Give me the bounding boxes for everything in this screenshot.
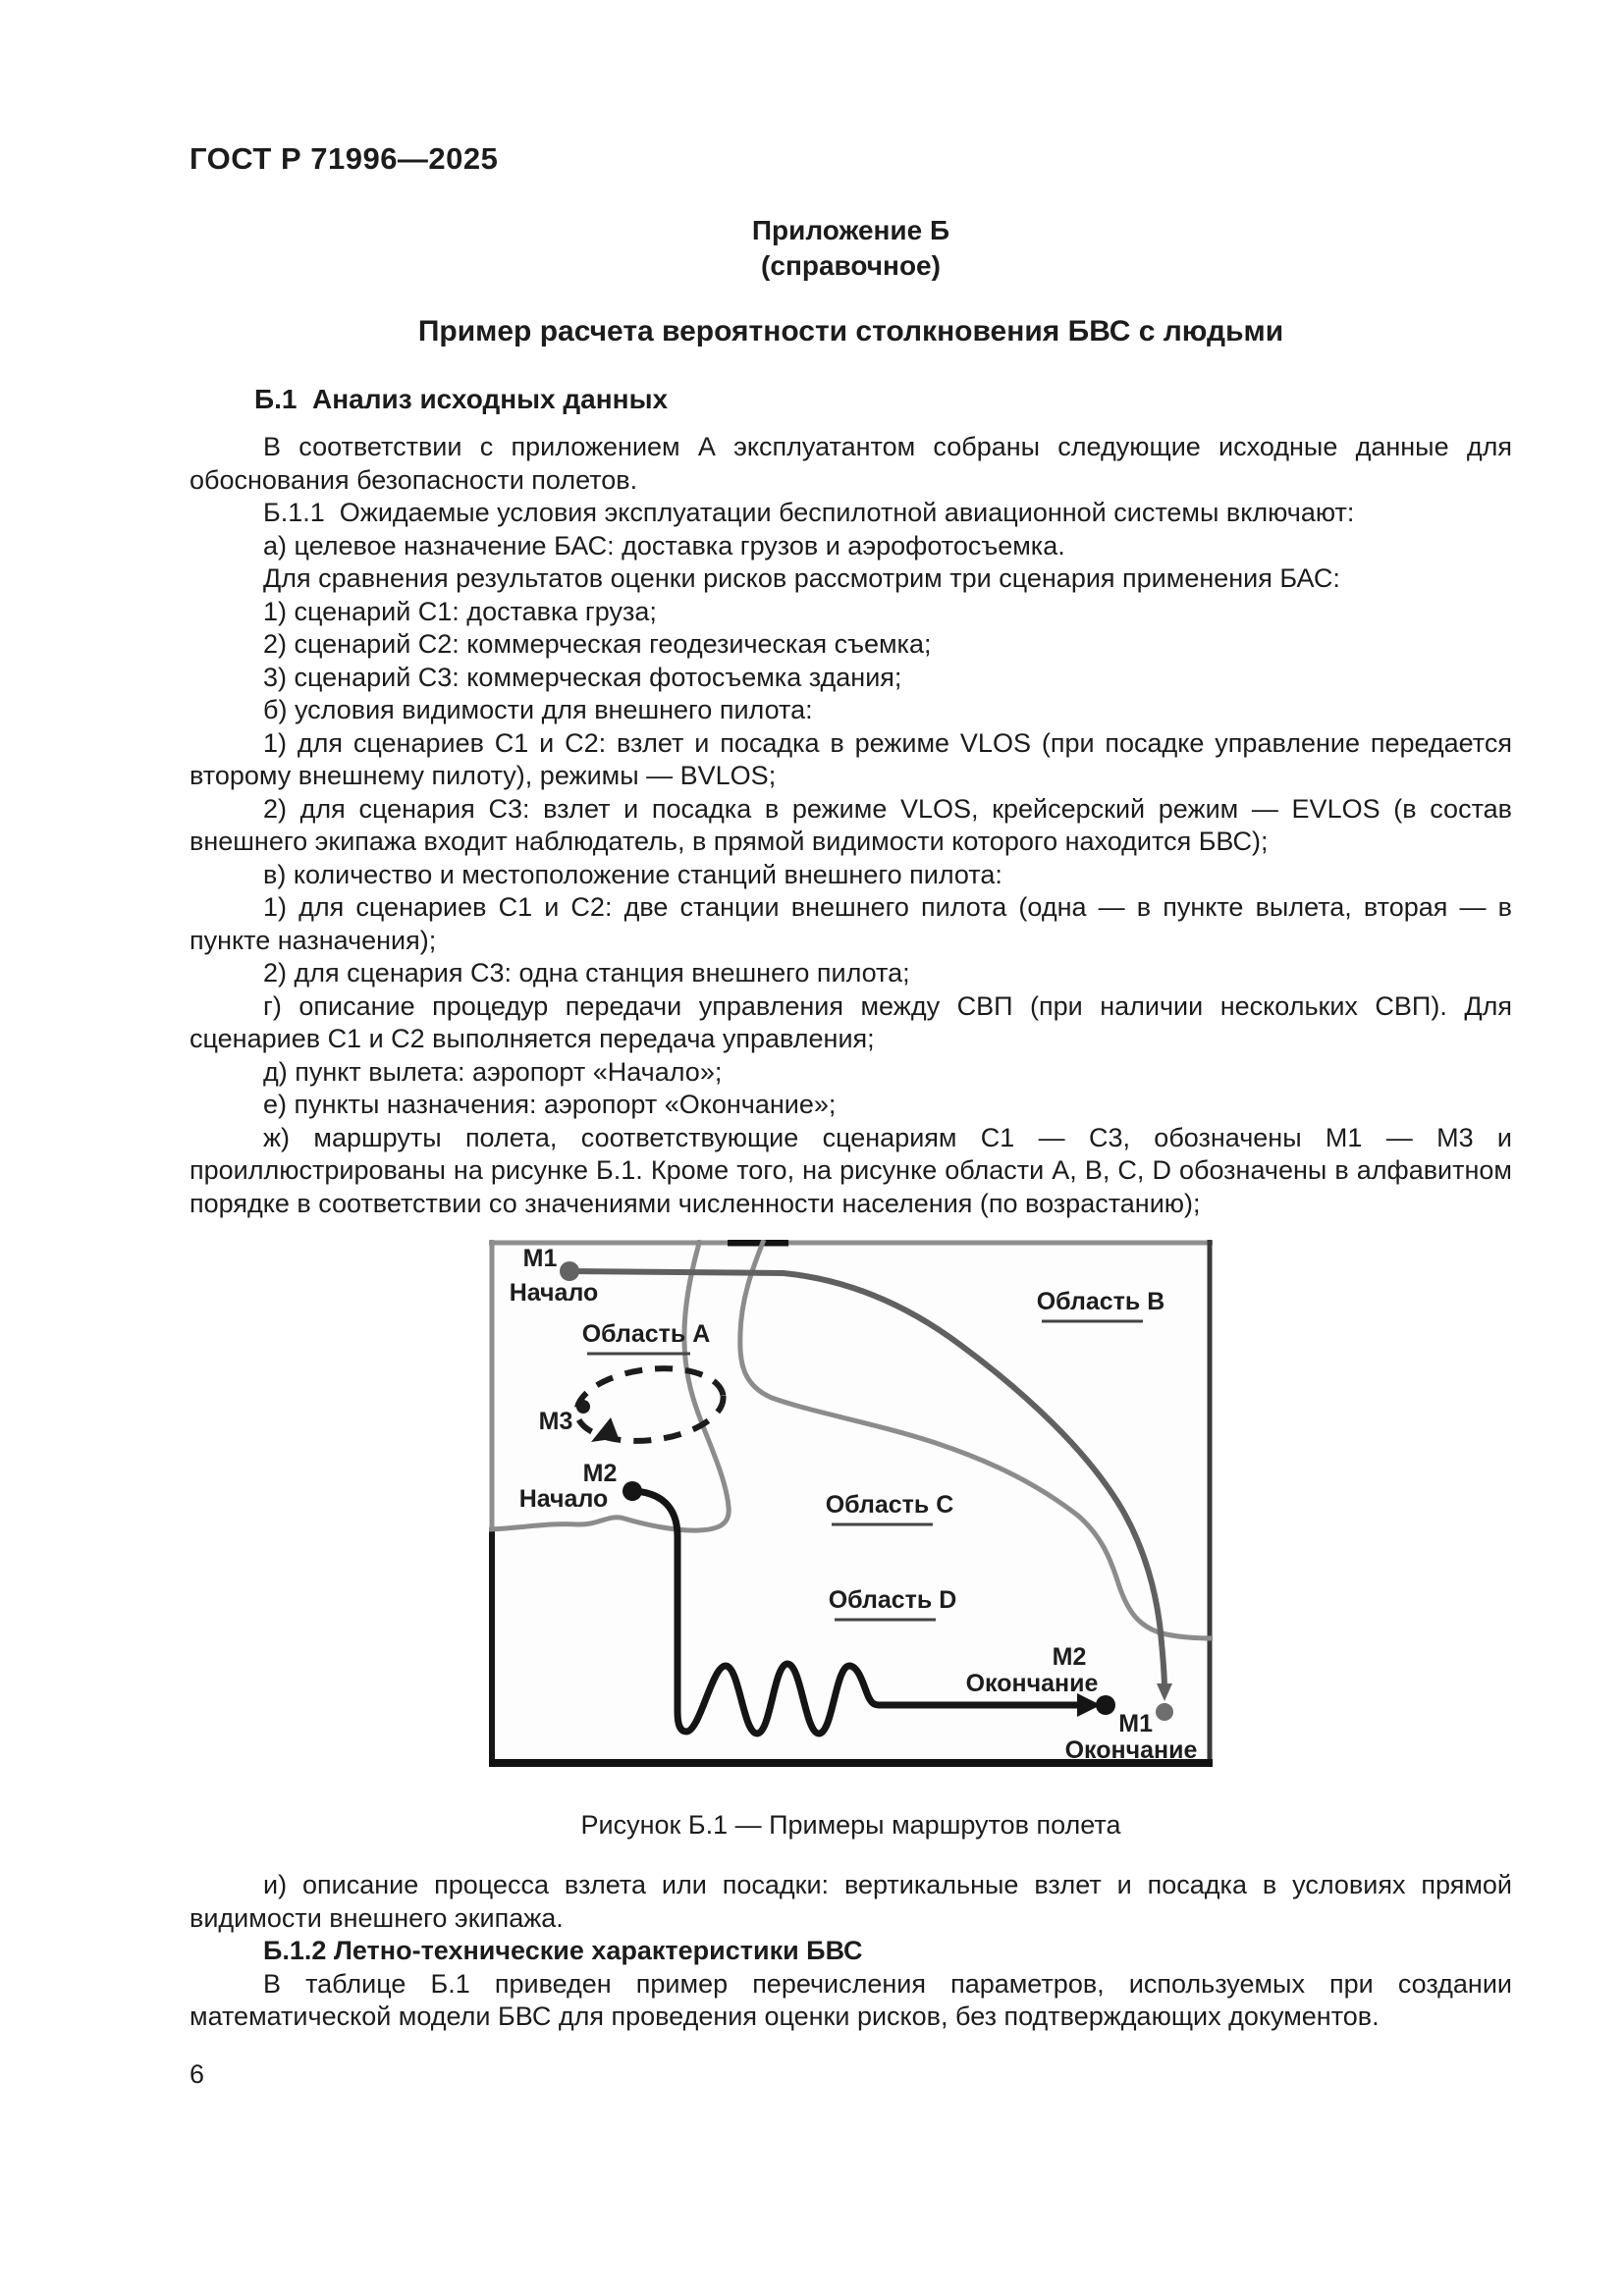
paragraph: б) условия видимости для внешнего пилота:: [263, 695, 813, 724]
area-b-label: Область B: [1036, 1288, 1165, 1315]
section-heading-b12: Б.1.2 Летно-технические характеристики БВС: [263, 1936, 863, 1965]
figure-caption: Рисунок Б.1 — Примеры маршрутов полета: [580, 1810, 1121, 1840]
appendix-label: Приложение Б: [751, 215, 950, 245]
route-m1-end-dot: [1156, 1703, 1173, 1721]
paragraph: е) пункты назначения: аэропорт «Окончание»;: [263, 1090, 837, 1119]
paragraph: 3) сценарий С3: коммерческая фотосъемка здания;: [263, 662, 902, 692]
paragraph: 2) сценарий С2: коммерческая геодезическая съемка;: [263, 629, 932, 659]
paragraph: 1) для сценариев С1 и С2: взлет и посадка в режиме VLOS (при посадке управление передается второму внешнему пилоту), режимы — BVLOS;: [189, 727, 1520, 790]
route-m1-start-sublabel: Начало: [509, 1279, 599, 1307]
paragraph: В соответствии с приложением А эксплуатантом собраны следующие исходные данные для обоснования безопасности полетов.: [189, 432, 1520, 495]
paragraph: Б.1.1 Ожидаемые условия эксплуатации беспилотной авиационной системы включают:: [263, 498, 1355, 527]
paragraph: В таблице Б.1 приведен пример перечисления параметров, используемых при создании математической модели БВС для проведения оценки рисков, без подтверждающих документов.: [189, 1968, 1520, 2031]
section-heading-b1: Б.1 Анализ исходных данных: [254, 384, 669, 414]
paragraph: 2) для сценария С3: одна станция внешнего пилота;: [263, 958, 910, 988]
body-text-before-figure: [189, 431, 1520, 1220]
paragraph: д) пункт вылета: аэропорт «Начало»;: [263, 1056, 723, 1087]
paragraph: 1) сценарий С1: доставка груза;: [263, 596, 657, 626]
paragraph: и) описание процесса взлета или посадки: вертикальные взлет и посадка в условиях прямой видимости внешнего экипажа.: [189, 1870, 1520, 1933]
paragraph: г) описание процедур передачи управления между СВП (при наличии нескольких СВП). Для сценариев С1 и С2 выполняется передача управления;: [189, 990, 1520, 1053]
paragraph: в) количество и местоположение станций внешнего пилота:: [263, 859, 1002, 889]
paragraph: 1) для сценариев С1 и С2: две станции внешнего пилота (одна — в пункте вылета, вторая — в пункте назначения);: [189, 892, 1520, 955]
paragraph: 2) для сценария С3: взлет и посадка в режиме VLOS, крейсерский режим — EVLOS (в состав внешнего экипажа входит наблюдатель, в прямой видимости которого находится БВС);: [189, 793, 1520, 856]
route-m3-label: М3: [538, 1408, 573, 1435]
appendix-note: (справочное): [761, 250, 941, 281]
paragraph: Для сравнения результатов оценки рисков рассмотрим три сценария применения БАС:: [263, 563, 1340, 593]
doc-standard-number: ГОСТ Р 71996—2025: [189, 141, 499, 176]
figure-b1-map: [489, 1240, 1213, 1767]
route-m2-start-label: М2: [582, 1460, 618, 1487]
route-m2-end-sublabel: Окончание: [965, 1670, 1099, 1697]
route-m2-start-dot: [623, 1481, 642, 1501]
route-m1-end-label: М1: [1118, 1710, 1153, 1737]
figure-b1: [489, 1240, 1213, 1767]
route-m1-start-label: М1: [522, 1245, 558, 1272]
area-d-label: Область D: [828, 1586, 957, 1614]
route-m2-end-label: М2: [1052, 1643, 1087, 1671]
page-number: 6: [189, 2059, 205, 2089]
area-a-label: Область A: [581, 1320, 711, 1348]
body-text-after-figure: [189, 1869, 1520, 2034]
paragraph: ж) маршруты полета, соответствующие сценариям С1 — С3, обозначены М1 — М3 и проиллюстрированы на рисунке Б.1. Кроме того, на рисунке области A, B, C, D обозначены в алфавитном порядке в соответствии со значениями численности населения (по возрастанию);: [189, 1122, 1520, 1218]
route-m1-start-dot: [560, 1261, 579, 1281]
route-m3-start-dot: [576, 1400, 590, 1414]
route-m1-end-sublabel: Окончание: [1064, 1736, 1198, 1764]
area-c-label: Область C: [825, 1491, 954, 1519]
appendix-title: Пример расчета вероятности столкновения БВС с людьми: [417, 315, 1284, 347]
paragraph: а) целевое назначение БАС: доставка грузов и аэрофотосъемка.: [263, 530, 1065, 561]
route-m2-end-dot: [1096, 1695, 1115, 1715]
route-m2-start-sublabel: Начало: [518, 1485, 609, 1513]
